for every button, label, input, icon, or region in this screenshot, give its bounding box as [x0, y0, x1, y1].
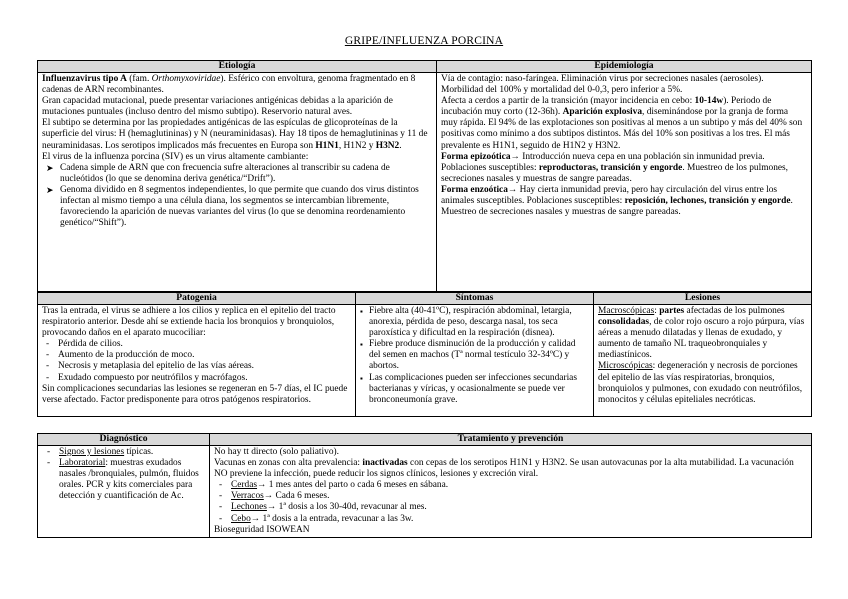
list-item [214, 480, 807, 491]
trat-p2-c: con cepas de los serotipos H1N1 y H3N2. Se usan autovacunas por la alta mutabilidad. La vacunación NO previene la infección, puede reducir los signos clínicos, lesiones y excreción viral. [214, 458, 794, 480]
epi-p3-end: , diseminándose por la granja de forma muy rápida. El 94% de las explotaciones son positivas al menos a un subtipo y más del 40% son positivas como mínimo a dos subtipos distintos. Más del 10% son positivas a los tres. El más prevalente es H1N1, seguido de H1N2 y H3N2. [441, 107, 803, 151]
patogenia-header: Patogenia [38, 293, 356, 305]
lesiones-cell [594, 305, 812, 417]
table-diag-trat [37, 433, 812, 538]
trat-p2 [214, 458, 807, 480]
micro-label: Microscópicas [598, 361, 653, 372]
patogenia-cell [38, 305, 356, 417]
diagnostico-list [42, 447, 205, 502]
micro-text: : degeneración y necrosis de porciones del epitelio de las vías respiratorias, bronquios, bronquiolos y pulmones, con exudado con neutrófilos, monocitos y células epiteliales necróticas. [598, 361, 803, 405]
macro-bold-2: consolidadas [598, 317, 650, 328]
family-name: Orthomyxoviridae [151, 74, 221, 84]
etiologia-cell [38, 73, 437, 292]
etiologia-bullets [42, 163, 432, 230]
epi-p5-bold: reposición, lechones, transición y engorde [624, 196, 791, 207]
etiologia-header: Etiología [38, 61, 437, 73]
trat-p2-a: Vacunas en zonas con alta prevalencia: [214, 458, 363, 469]
trat-verracos: Verracos [231, 491, 264, 502]
list-item [42, 458, 205, 502]
p3-text: El subtipo se determina por las propiedades antigénicas de las espículas de glicoproteínas de la superficie del virus: H (hemaglutininas) y N (neuraminidasas). Hay 18 tipos de hemaglutininas y 11 de neuraminidasas. Los serotipos implicados más frecuentes en Europa son [42, 118, 428, 151]
list-item: ➤ Cadena simple de ARN que con frecuencia sufre alteraciones al transcribir su cadena de nucleótidos (lo que se denomina deriva genética/“Drift”). [42, 163, 432, 185]
serotype-h3n2: H3N2 [375, 140, 400, 151]
list-item [214, 491, 807, 502]
trat-lechones: Lechones [231, 502, 267, 513]
epi-p5-text: → Hay cierta inmunidad previa, pero hay circulación del virus entre los animales susceptibles. Poblaciones susceptibles: [441, 184, 778, 207]
epi-p3-text: Afecta a cerdos a partir de la transición (mayor incidencia en cebo: [441, 96, 695, 107]
diag-item1-text: típicas. [124, 447, 154, 457]
p3-sep: , H1N2 y [338, 140, 376, 151]
forma-enzootica: Forma enzoótica [441, 184, 508, 195]
list-item [42, 447, 205, 458]
list-item: ▪ Fiebre produce disminución de la producción y calidad del semen en machos (Tª normal testículo 32-34ºC) y abortos. [360, 339, 589, 372]
intro-text-a: (fam. [126, 74, 152, 84]
epi-p1: Vía de contagio: naso-faríngea. Eliminación virus por secreciones nasales (aerosoles). [441, 74, 764, 84]
list-item: - Aumento de la producción de moco. [42, 350, 351, 361]
diagnostico-cell [38, 446, 210, 538]
intro-text-b: ). Esférico con envoltura, genoma fragmentado en 8 cadenas de ARN recombinantes. [42, 74, 416, 96]
trat-item-text: → 1ª dosis a los 30-40d, revacunar al mes. [266, 502, 427, 513]
macro-label: Macroscópicas [598, 306, 655, 316]
macro-bold-1: partes [659, 306, 685, 316]
diag-laboratorial: Laboratorial [59, 458, 106, 469]
trat-p1: No hay tt directo (solo paliativo). [214, 447, 339, 457]
epidemiologia-header: Epidemiología [437, 61, 812, 73]
epi-p2: Morbilidad del 100% y mortalidad del 0-0,3, pero inferior a 5%. [441, 85, 683, 96]
trat-cebo: Cebo [231, 513, 251, 524]
sintomas-header: Síntomas [356, 293, 594, 305]
p3-end: . [399, 140, 402, 151]
list-item: ▪ Las complicaciones pueden ser infecciones secundarias bacterianas y víricas, y ocasionalmente se puede ver bronconeumonía grave. [360, 373, 589, 406]
patogenia-p2: Sin complicaciones secundarias las lesiones se regeneran en 5-7 días, el IC puede verse afectado. Factor predisponente para otros patógenos respiratorios. [42, 383, 348, 405]
epi-p3-mid: ). Periodo de incubación muy corto (12-36h). [441, 96, 772, 118]
serotype-h1n1: H1N1 [315, 140, 339, 151]
table-pat-sin-les [37, 292, 812, 417]
virus-name: Influenzavirus tipo A [42, 74, 127, 84]
epidemiologia-cell [437, 73, 812, 292]
tratamiento-cell [210, 446, 812, 538]
macro-a: : [654, 306, 660, 316]
sintomas-cell [356, 305, 594, 417]
list-item: ▪ Fiebre alta (40-41ºC), respiración abdominal, letargia, anorexia, pérdida de peso, descarga nasal, tos seca paroxística y dificultad en la respiración (disnea). [360, 306, 589, 339]
trat-item-text: → 1 mes antes del parto o cada 6 meses en sábana. [257, 480, 449, 491]
etiologia-p3 [42, 118, 432, 151]
tratamiento-header: Tratamiento y prevención [210, 434, 812, 446]
epi-p4-end: . Muestreo de los pulmones, secreciones nasales y muestras de sangre pareadas. [441, 162, 789, 184]
epi-p4-bold: reproductoras, transición y engorde [538, 162, 683, 173]
lesiones-header: Lesiones [594, 293, 812, 305]
list-item: - Necrosis y metaplasia del epitelio de las vías aéreas. [42, 361, 351, 372]
list-item: - Pérdida de cilios. [42, 339, 351, 350]
epi-age: 10-14w [694, 96, 724, 107]
forma-epizootica: Forma epizoótica [441, 151, 511, 162]
patogenia-p1: Tras la entrada, el virus se adhiere a los cilios y replica en el epitelio del tracto respiratorio anterior. Desde ahí se extiende hacia los bronquios y bronquiolos, provocando daños en el aparato mucociliar: [42, 306, 336, 339]
macro-d: , de color rojo oscuro a rojo púrpura, vías aéreas a menudo dilatadas y llenas de exudado, y aumento de tamaño NL traqueobronquiales y mediastínicos. [598, 317, 805, 361]
etiologia-p2: Gran capacidad mutacional, puede presentar variaciones antigénicas debidas a la aparición de mutaciones puntuales (incluso dentro del mismo subtipo). Reservorio natural aves. [42, 96, 393, 118]
trat-item-text: → 1ª dosis a la entrada, revacunar a las 3w. [250, 513, 414, 524]
list-item [214, 502, 807, 513]
list-item [214, 514, 807, 525]
lesiones-micro [598, 361, 807, 405]
trat-item-text: → Cada 6 meses. [263, 491, 330, 502]
diagnostico-header: Diagnóstico [38, 434, 210, 446]
epi-explosive: Aparición explosiva [562, 107, 643, 118]
patogenia-list [42, 339, 351, 383]
epi-p5 [441, 185, 807, 218]
epi-p4 [441, 152, 807, 185]
sintomas-list [360, 306, 589, 406]
epi-p4-text: → Introducción nueva cepa en una población sin inmunidad previa. Poblaciones susceptibles: [441, 151, 765, 173]
list-item: - Exudado compuesto por neutrófilos y macrófagos. [42, 373, 351, 384]
trat-inactivadas: inactivadas [362, 458, 408, 469]
list-item: ➤ Genoma dividido en 8 segmentos independientes, lo que permite que cuando dos virus distintos infectan al mismo tiempo a una célula diana, los segmentos se intercambian libremente, favoreciendo la aparición de nuevas variantes del virus (lo que se denomina reordenamiento genético/“Shift”). [42, 185, 432, 229]
page-title: GRIPE/INFLUENZA PORCINA [344, 35, 504, 47]
etiologia-p4: El virus de la influenza porcina (SIV) es un virus altamente cambiante: [42, 151, 309, 162]
table-etio-epi [37, 60, 812, 292]
etiologia-intro [42, 74, 432, 96]
epi-p5-end: . Muestreo de secreciones nasales y muestras de sangre pareadas. [441, 196, 793, 218]
trat-cerdas: Cerdas [231, 480, 258, 491]
trat-list [214, 480, 807, 524]
diag-signos: Signos y lesiones [59, 447, 125, 457]
lesiones-macro [598, 306, 807, 361]
macro-c: afectadas de los pulmones [684, 306, 785, 316]
epi-p3 [441, 96, 807, 151]
diag-item2-text: : muestras exudados nasales /bronquiales, pulmón, fluidos orales. PCR y kits comerciales para detección y cuantificación de Ac. [59, 458, 199, 502]
trat-p3: Bioseguridad ISOWEAN [214, 524, 310, 535]
